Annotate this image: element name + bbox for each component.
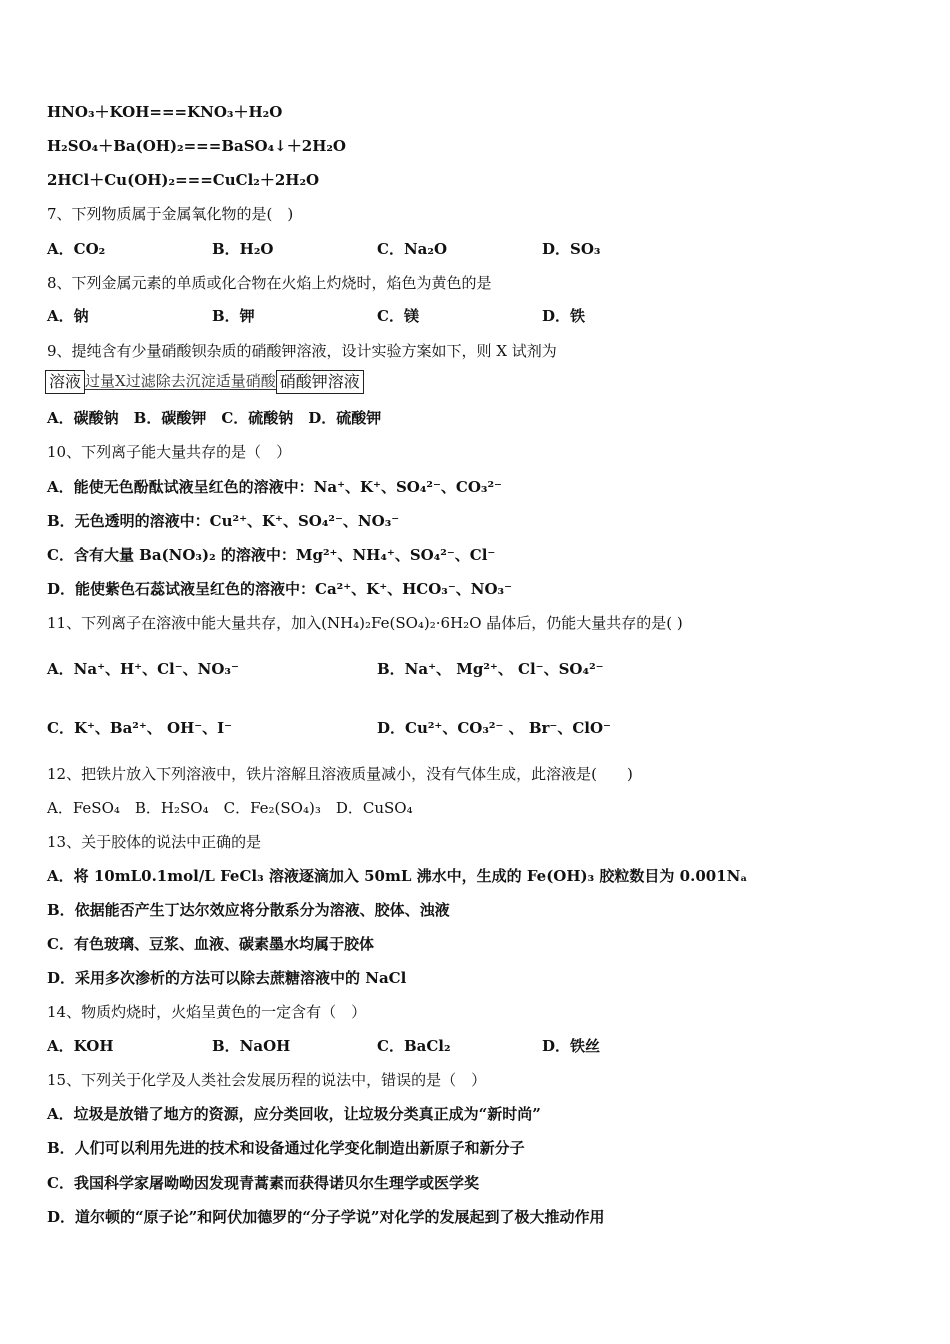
q8-stem: 8、下列金属元素的单质或化合物在火焰上灼烧时，焰色为黄色的是 (47, 274, 492, 292)
q15-option-a: A．垃圾是放错了地方的资源，应分类回收，让垃圾分类真正成为“新时尚” (47, 1105, 541, 1123)
q11-option-a: A．Na⁺、H⁺、Cl⁻、NO₃⁻ (47, 660, 239, 678)
q10-option-a: A．能使无色酚酞试液呈红色的溶液中：Na⁺、K⁺、SO₄²⁻、CO₃²⁻ (47, 478, 502, 496)
q13-stem: 13、关于胶体的说法中正确的是 (47, 833, 262, 851)
flow-end-box: 硝酸钾溶液 (276, 370, 364, 394)
q6-option-b (47, 102, 282, 122)
q14-option-a: A．KOH (47, 1037, 114, 1055)
q15-option-c: C．我国科学家屠呦呦因发现青蒿素而获得诺贝尔生理学或医学奖 (47, 1174, 479, 1192)
q15-stem: 15、下列关于化学及人类社会发展历程的说法中，错误的是（ ） (47, 1071, 487, 1089)
q6-option-b-text: HNO₃＋KOH===KNO₃＋H₂O (47, 103, 283, 121)
q6-option-d (47, 170, 319, 190)
q11-option-b: B．Na⁺、 Mg²⁺、 Cl⁻、SO₄²⁻ (377, 660, 604, 678)
q15-option-b: B．人们可以利用先进的技术和设备通过化学变化制造出新原子和新分子 (47, 1139, 525, 1157)
q15-option-d: D．道尔顿的“原子论”和阿伏加德罗的“分子学说”对化学的发展起到了极大推动作用 (47, 1208, 605, 1226)
q14-option-c: C．BaCl₂ (377, 1037, 451, 1055)
q8-option-c: C．镁 (377, 307, 419, 325)
q8-option-d: D．铁 (542, 307, 586, 325)
q10-stem: 10、下列离子能大量共存的是（ ） (47, 443, 292, 461)
q10-option-d: D．能使紫色石蕊试液呈红色的溶液中：Ca²⁺、K⁺、HCO₃⁻、NO₃⁻ (47, 580, 513, 598)
flow-start-box: 溶液 (45, 370, 85, 394)
flow-arrow-step1: 过量X (85, 372, 126, 390)
q13-option-b: B．依据能否产生丁达尔效应将分散系分为溶液、胶体、浊液 (47, 901, 450, 919)
q7-option-d: D．SO₃ (542, 240, 601, 258)
q11-option-c: C．K⁺、Ba²⁺、 OH⁻、I⁻ (47, 719, 233, 737)
q9-stem: 9、提纯含有少量硝酸钡杂质的硝酸钾溶液，设计实验方案如下，则 X 试剂为 (47, 342, 557, 360)
flow-arrow-step2: 过滤 (125, 372, 156, 390)
q11-option-d: D．Cu²⁺、CO₃²⁻ 、 Br⁻、ClO⁻ (377, 719, 611, 737)
q6-option-c (47, 136, 346, 156)
q8-option-a: A．钠 (47, 307, 89, 325)
q10-option-c: C．含有大量 Ba(NO₃)₂ 的溶液中：Mg²⁺、NH₄⁺、SO₄²⁻、Cl⁻ (47, 546, 496, 564)
flow-arrow-step4: 适量硝酸 (215, 372, 276, 390)
q12-options: A．FeSO₄ B．H₂SO₄ C．Fe₂(SO₄)₃ D．CuSO₄ (47, 799, 413, 817)
q10-option-b: B．无色透明的溶液中：Cu²⁺、K⁺、SO₄²⁻、NO₃⁻ (47, 512, 400, 530)
q8-option-b: B．钾 (212, 307, 255, 325)
q9-options: A．碳酸钠 B．碳酸钾 C．硫酸钠 D．硫酸钾 (47, 409, 382, 427)
q13-option-c: C．有色玻璃、豆浆、血液、碳素墨水均属于胶体 (47, 935, 374, 953)
q7-option-b: B．H₂O (212, 240, 274, 258)
q12-stem: 12、把铁片放入下列溶液中，铁片溶解且溶液质量减小，没有气体生成，此溶液是( ) (47, 765, 633, 783)
q13-option-a: A．将 10mL0.1mol/L FeCl₃ 溶液逐滴加入 50mL 沸水中，生成的 Fe(OH)₃ 胶粒数目为 0.001Nₐ (47, 867, 748, 885)
q14-option-d: D．铁丝 (542, 1037, 601, 1055)
q6-option-d-text: 2HCl＋Cu(OH)₂===CuCl₂＋2H₂O (47, 171, 320, 189)
q14-stem: 14、物质灼烧时，火焰呈黄色的一定含有（ ） (47, 1003, 367, 1021)
flow-arrow-step3: 除去沉淀 (155, 372, 216, 390)
q7-stem: 7、下列物质属于金属氧化物的是( ) (47, 205, 294, 223)
q11-stem: 11、下列离子在溶液中能大量共存，加入(NH₄)₂Fe(SO₄)₂·6H₂O 晶体后，仍能大量共存的是( ) (47, 614, 683, 632)
q7-option-c: C．Na₂O (377, 240, 448, 258)
q13-option-d: D．采用多次渗析的方法可以除去蔗糖溶液中的 NaCl (47, 969, 407, 987)
q9-flow-diagram (45, 370, 364, 394)
q6-option-c-text: H₂SO₄＋Ba(OH)₂===BaSO₄↓＋2H₂O (47, 137, 346, 155)
q14-option-b: B．NaOH (212, 1037, 291, 1055)
q7-option-a: A．CO₂ (47, 240, 106, 258)
